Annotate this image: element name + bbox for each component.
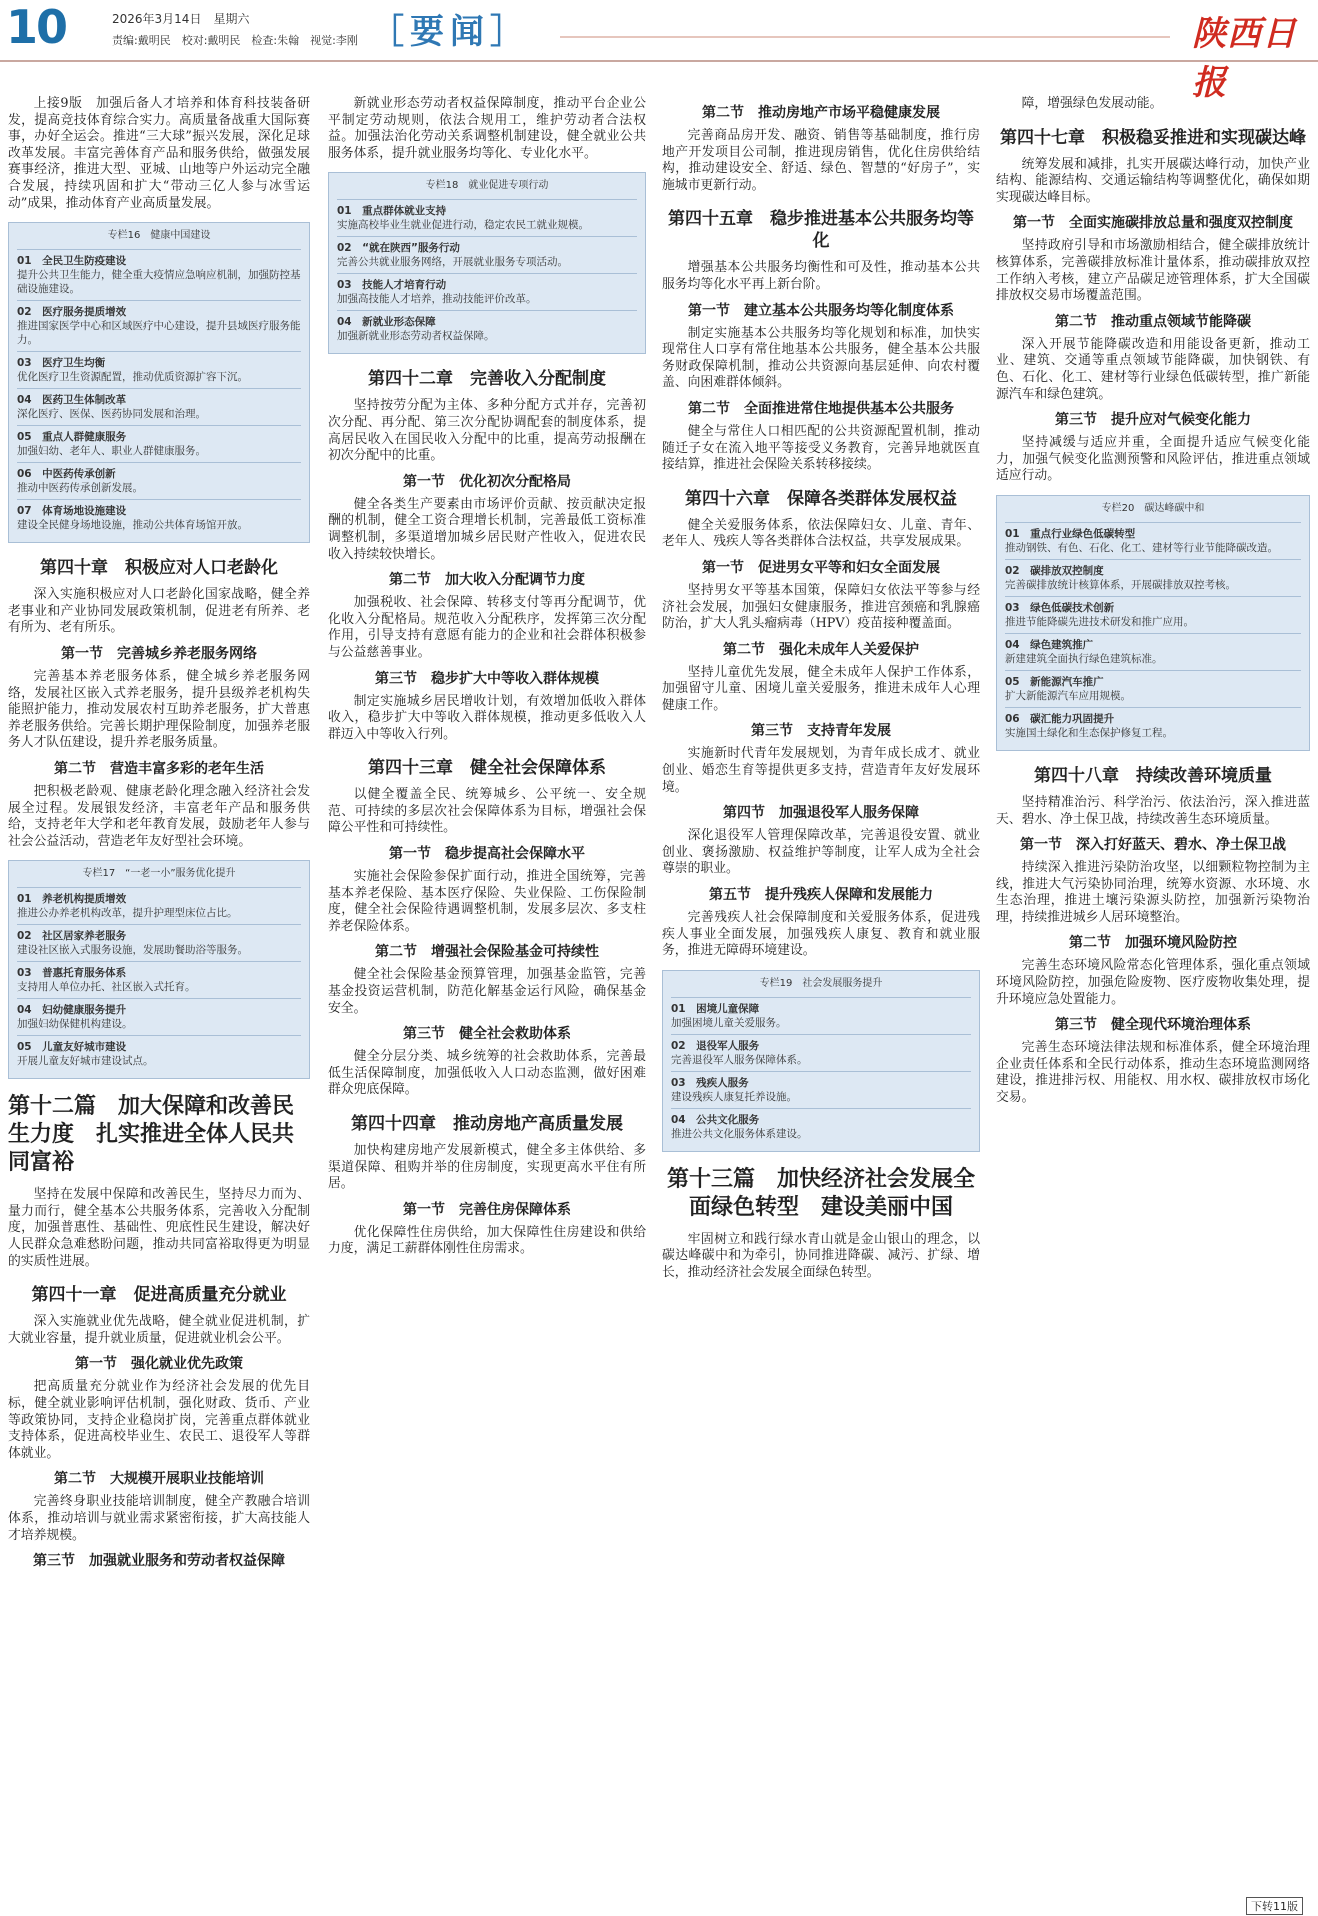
box-item — [1005, 522, 1301, 559]
box-item-text: 优化医疗卫生资源配置，推动优质资源扩容下沉。 — [17, 371, 248, 384]
box-item — [17, 351, 301, 388]
sidebar-box-20 — [996, 495, 1310, 751]
paragraph: 完善商品房开发、融资、销售等基础制度，推行房地产开发项目公司制，推进现房销售，优化住房供给结构，推动建设安全、舒适、绿色、智慧的“好房子”，实施城市更新行动。 — [662, 128, 980, 193]
paragraph: 完善生态环境法律法规和标准体系，健全环境治理企业责任体系和全民行动体系，推动生态环境监测网络建设，推进排污权、用能权、用水权、碳排放权市场化交易。 — [996, 1040, 1310, 1106]
box-item-text: 建设社区嵌入式服务设施，发展助餐助浴等服务。 — [17, 944, 248, 957]
column-3 — [662, 96, 980, 1284]
section-heading: 第二节 推动房地产市场平稳健康发展 — [702, 105, 940, 121]
box-item-label: 05 儿童友好城市建设 — [17, 1041, 127, 1054]
paragraph: 坚持精准治污、科学治污、依法治污，深入推进蓝天、碧水、净土保卫战，持续改善生态环境质量。 — [996, 794, 1310, 827]
box-item-text: 加强困境儿童关爱服务。 — [671, 1016, 787, 1029]
box-item-text: 加强高技能人才培养，推动技能评价改革。 — [337, 293, 537, 306]
chapter-heading: 第四十六章 保障各类群体发展权益 — [685, 488, 957, 509]
box-item-text: 开展儿童友好城市建设试点。 — [17, 1055, 154, 1068]
section-heading: 第二节 营造丰富多彩的老年生活 — [54, 760, 264, 777]
box-item — [17, 300, 301, 351]
column-1 — [8, 96, 310, 1576]
box-item-label: 06 中医药传承创新 — [17, 468, 116, 481]
box-item-text: 提升公共卫生能力，健全重大疫情应急响应机制，加强防控基础设施建设。 — [17, 269, 301, 296]
box-item-label: 06 碳汇能力巩固提升 — [1005, 712, 1115, 725]
box-item — [17, 499, 301, 536]
box-item — [1005, 596, 1301, 633]
box-item-label: 04 妇幼健康服务提升 — [17, 1004, 127, 1017]
box-item — [17, 887, 301, 924]
box-item — [17, 998, 301, 1035]
paragraph: 以健全覆盖全民、统筹城乡、公平统一、安全规范、可持续的多层次社会保障体系为目标，增强社会保障公平性和可持续性。 — [328, 787, 646, 836]
section-heading: 第四节 加强退役军人服务保障 — [723, 805, 919, 822]
paragraph: 坚持政府引导和市场激励相结合，健全碳排放统计核算体系，完善碳排放标准计量体系，推动碳排放双控工作纳入考核，建立产品碳足迹管理体系，扩大全国碳排放权交易市场覆盖范围。 — [996, 238, 1310, 304]
box-item-label: 01 重点行业绿色低碳转型 — [1005, 527, 1136, 540]
box-title: 专栏17 “一老一小”服务优化提升 — [82, 868, 236, 880]
paragraph: 坚持按劳分配为主体、多种分配方式并存，完善初次分配、再分配、第三次分配协调配套的制度体系，提高居民收入在国民收入分配中的比重，提高劳动报酬在初次分配中的比重。 — [328, 398, 646, 464]
chapter-heading: 第四十一章 促进高质量充分就业 — [31, 1285, 287, 1306]
section-heading: 第二节 加大收入分配调节力度 — [389, 572, 585, 589]
section-title: ［要闻］ — [370, 12, 530, 52]
box-item-text: 完善退役军人服务保障体系。 — [671, 1053, 808, 1066]
box-item — [671, 997, 971, 1034]
box-item-text: 加强妇幼、老年人、职业人群健康服务。 — [17, 445, 206, 458]
box-item-label: 05 新能源汽车推广 — [1005, 675, 1104, 688]
box-title: 专栏18 就业促进专项行动 — [425, 180, 549, 192]
box-item — [17, 249, 301, 300]
chapter-heading: 第四十二章 完善收入分配制度 — [368, 369, 606, 390]
masthead-divider — [560, 36, 1170, 38]
box-item-label: 01 困境儿童保障 — [671, 1002, 760, 1015]
section-heading: 第一节 建立基本公共服务均等化制度体系 — [688, 302, 954, 319]
box-title: 专栏19 社会发展服务提升 — [759, 977, 883, 989]
box-item-text: 加强新就业形态劳动者权益保障。 — [337, 330, 495, 343]
box-item — [337, 273, 637, 310]
section-heading: 第二节 全面推进常住地提供基本公共服务 — [688, 400, 954, 417]
box-item-text: 完善碳排放统计核算体系，开展碳排放双控考核。 — [1005, 578, 1236, 591]
continued-next-page-label: 下转11版 — [1246, 1897, 1303, 1915]
newspaper-logo: 陕西日报 — [1192, 14, 1297, 103]
box-item-label: 02 社区居家养老服务 — [17, 930, 127, 943]
box-item — [337, 199, 637, 236]
box-item — [671, 1108, 971, 1145]
paragraph: 坚持在发展中保障和改善民生，坚持尽力而为、量力而行，健全基本公共服务体系，完善收入分配制度，加强普惠性、基础性、兜底性民生建设，解决好人民群众急难愁盼问题，推动共同富裕取得更为明显的实质性进展。 — [8, 1187, 310, 1269]
box-item-text: 推动中医药传承创新发展。 — [17, 482, 143, 495]
box-item — [1005, 670, 1301, 707]
paragraph: 深入开展节能降碳改造和用能设备更新，推动工业、建筑、交通等重点领域节能降碳，加快钢铁、有色、石化、化工、建材等行业绿色低碳转型，推广新能源汽车和绿色建筑。 — [996, 336, 1310, 402]
box-item — [1005, 559, 1301, 596]
box-item-text: 实施高校毕业生就业促进行动，稳定农民工就业规模。 — [337, 219, 589, 232]
paragraph: 统筹发展和减排，扎实开展碳达峰行动，加快产业结构、能源结构、交通运输结构等调整优化，确保如期实现碳达峰目标。 — [996, 156, 1310, 205]
box-item-label: 03 残疾人服务 — [671, 1076, 749, 1089]
section-heading: 第一节 完善城乡养老服务网络 — [61, 645, 257, 662]
box-item-label: 03 技能人才培育行动 — [337, 279, 447, 292]
paragraph: 健全各类生产要素由市场评价贡献、按贡献决定报酬的机制，健全工资合理增长机制，完善最低工资标准调整机制，多渠道增加城乡居民财产性收入，促进农民收入持续较快增长。 — [328, 496, 646, 562]
box-title: 专栏16 健康中国建设 — [107, 230, 211, 242]
paragraph: 健全与常住人口相匹配的公共资源配置机制，推动随迁子女在流入地平等接受义务教育，完善异地就医直接结算，推进社会保险关系转移接续。 — [662, 423, 980, 473]
box-item — [1005, 707, 1301, 744]
box-item-text: 完善公共就业服务网络，开展就业服务专项活动。 — [337, 256, 568, 269]
paragraph: 制定实施城乡居民增收计划，有效增加低收入群体收入，稳步扩大中等收入群体规模，推动更多低收入人群迈入中等收入行列。 — [328, 693, 646, 742]
box-title: 专栏20 碳达峰碳中和 — [1101, 502, 1205, 514]
box-item — [17, 388, 301, 425]
chapter-heading: 第四十八章 持续改善环境质量 — [1034, 765, 1272, 786]
staff-line: 责编:戴明民 校对:戴明民 检查:朱翰 视觉:李刚 — [112, 34, 358, 47]
section-heading: 第二节 强化未成年人关爱保护 — [723, 641, 919, 658]
box-item-text: 建设全民健身场地设施，推动公共体育场馆开放。 — [17, 519, 248, 532]
chapter-heading: 第四十七章 积极稳妥推进和实现碳达峰 — [1000, 127, 1306, 148]
paragraph: 把高质量充分就业作为经济社会发展的优先目标，健全就业影响评估机制，强化财政、货币、产业等政策协同，支持企业稳岗扩岗，完善重点群体就业支持体系，促进高校毕业生、农民工、退役军人等群体就业。 — [8, 1379, 310, 1461]
box-item-text: 新建建筑全面执行绿色建筑标准。 — [1005, 652, 1163, 665]
box-item — [337, 236, 637, 273]
paragraph: 实施社会保险参保扩面行动，推进全国统筹，完善基本养老保险、基本医疗保险、失业保险、工伤保险制度，健全社会保险待遇调整机制，发展多层次、多支柱养老保险体系。 — [328, 869, 646, 934]
part-heading: 第十三篇 加快经济社会发展全面绿色转型 建设美丽中国 — [666, 1166, 975, 1220]
masthead — [0, 0, 1318, 103]
box-item — [671, 1034, 971, 1071]
paragraph: 增强基本公共服务均衡性和可及性，推动基本公共服务均等化水平再上新台阶。 — [662, 260, 980, 292]
box-item — [17, 1035, 301, 1072]
paragraph: 实施新时代青年发展规划，为青年成长成才、就业创业、婚恋生育等提供更多支持，营造青年友好发展环境。 — [662, 746, 980, 795]
box-item-label: 07 体育场地设施建设 — [17, 505, 127, 518]
box-item-label: 04 新就业形态保障 — [337, 316, 436, 329]
section-heading: 第二节 增强社会保险基金可持续性 — [375, 944, 599, 961]
paragraph: 完善生态环境风险常态化管理体系，强化重点领域环境风险防控，加强危险废物、医疗废物收集处理，提升环境应急处置能力。 — [996, 958, 1310, 1007]
paragraph: 障，增强绿色发展动能。 — [1021, 96, 1163, 111]
box-item — [17, 961, 301, 998]
paragraph: 制定实施基本公共服务均等化规划和标准，加快实现常住人口享有常住地基本公共服务，健全基本公共服务财政保障机制，推动公共资源向基层延伸、向农村覆盖、向困难群体倾斜。 — [662, 325, 980, 391]
box-item-text: 扩大新能源汽车应用规模。 — [1005, 689, 1131, 702]
date-line: 2026年3月14日 星期六 — [112, 12, 250, 26]
paragraph: 把积极老龄观、健康老龄化理念融入经济社会发展全过程。发展银发经济，丰富老年产品和服务供给，支持老年大学和老年教育发展，鼓励老年人参与社会公益活动，营造老年友好型社会环境。 — [8, 783, 310, 849]
box-item-text: 支持用人单位办托、社区嵌入式托育。 — [17, 981, 196, 994]
paragraph: 加强税收、社会保障、转移支付等再分配调节，优化收入分配格局。规范收入分配秩序，发挥第三次分配作用，引导支持有意愿有能力的企业和社会群体积极参与公益慈善事业。 — [328, 595, 646, 660]
section-heading: 第一节 稳步提高社会保障水平 — [389, 846, 585, 863]
box-item — [17, 924, 301, 961]
paragraph: 新就业形态劳动者权益保障制度，推动平台企业公平制定劳动规则，依法合规用工，维护劳动者合法权益。加强法治化劳动关系调整机制建设，健全就业公共服务体系，提升就业服务均等化、专业化水平。 — [328, 96, 646, 161]
box-item-text: 推进国家医学中心和区域医疗中心建设，提升县域医疗服务能力。 — [17, 320, 301, 347]
paragraph: 健全关爱服务体系，依法保障妇女、儿童、青年、老年人、残疾人等各类群体合法权益，共享发展成果。 — [662, 517, 980, 550]
box-item-text: 推进公共文化服务体系建设。 — [671, 1127, 808, 1140]
paragraph: 健全社会保险基金预算管理，加强基金监管，完善基金投资运营机制，防范化解基金运行风险，确保基金安全。 — [328, 967, 646, 1016]
sidebar-box-17 — [8, 860, 310, 1079]
section-heading: 第二节 推动重点领域节能降碳 — [1055, 313, 1251, 330]
section-heading: 第一节 完善住房保障体系 — [403, 1201, 571, 1218]
box-item-label: 05 重点人群健康服务 — [17, 431, 127, 444]
box-item-text: 建设残疾人康复托养设施。 — [671, 1090, 797, 1103]
chapter-heading: 第四十五章 稳步推进基本公共服务均等化 — [668, 209, 974, 252]
chapter-heading: 第四十三章 健全社会保障体系 — [368, 758, 606, 779]
box-item-label: 02 医疗服务提质增效 — [17, 306, 127, 319]
box-item-label: 04 公共文化服务 — [671, 1113, 760, 1126]
section-heading: 第三节 稳步扩大中等收入群体规模 — [375, 670, 599, 687]
paragraph: 坚持儿童优先发展，健全未成年人保护工作体系，加强留守儿童、困境儿童关爱服务，推进未成年人心理健康工作。 — [662, 664, 980, 713]
box-item-label: 02 碳排放双控制度 — [1005, 564, 1104, 577]
paragraph: 健全分层分类、城乡统筹的社会救助体系，完善最低生活保障制度，加强低收入人口动态监测，做好困难群众兜底保障。 — [328, 1049, 646, 1098]
box-item-label: 04 医药卫生体制改革 — [17, 394, 127, 407]
section-heading: 第二节 加强环境风险防控 — [1069, 935, 1237, 952]
paragraph: 完善终身职业技能培训制度，健全产教融合培训体系，推动培训与就业需求紧密衔接，扩大高技能人才培养规模。 — [8, 1494, 310, 1543]
paragraph: 完善基本养老服务体系，健全城乡养老服务网络，发展社区嵌入式养老服务，提升县级养老机构失能照护能力，推动发展农村互助养老服务，扩大普惠养老服务供给。完善长期护理保险制度，加强养老服务人才队伍建设，提升养老服务质量。 — [8, 668, 310, 751]
box-item-label: 02 退役军人服务 — [671, 1039, 760, 1052]
box-item-label: 01 重点群体就业支持 — [337, 205, 447, 218]
column-2 — [328, 96, 646, 1260]
section-heading: 第三节 健全社会救助体系 — [403, 1026, 571, 1043]
part-heading: 第十二篇 加大保障和改善民生力度 扎实推进全体人民共同富裕 — [8, 1094, 295, 1176]
sidebar-box-19 — [662, 970, 980, 1152]
box-item-text: 深化医疗、医保、医药协同发展和治理。 — [17, 408, 206, 421]
box-item — [17, 462, 301, 499]
box-item-text: 实施国土绿化和生态保护修复工程。 — [1005, 726, 1173, 739]
paragraph: 坚持减缓与适应并重，全面提升适应气候变化能力，加强气候变化监测预警和风险评估，推进重点领域适应行动。 — [996, 435, 1310, 484]
section-heading: 第三节 提升应对气候变化能力 — [1055, 412, 1251, 429]
paragraph: 深入实施积极应对人口老龄化国家战略，健全养老事业和产业协同发展政策机制，促进老有所养、老有所为、老有所乐。 — [8, 587, 310, 636]
section-heading: 第三节 健全现代环境治理体系 — [1055, 1017, 1251, 1034]
box-item-label: 03 绿色低碳技术创新 — [1005, 601, 1115, 614]
paragraph: 深化退役军人管理保障改革，完善退役安置、就业创业、褒扬激励、权益维护等制度，让军人成为全社会尊崇的职业。 — [662, 828, 980, 877]
column-4 — [996, 96, 1310, 1109]
section-heading: 第一节 深入打好蓝天、碧水、净土保卫战 — [1020, 837, 1286, 854]
sidebar-box-16 — [8, 222, 310, 543]
section-heading: 第三节 加强就业服务和劳动者权益保障 — [33, 1553, 285, 1570]
box-item — [17, 425, 301, 462]
box-item — [337, 310, 637, 347]
box-item-label: 01 养老机构提质增效 — [17, 893, 127, 906]
section-heading: 第一节 优化初次分配格局 — [403, 473, 571, 490]
paragraph: 上接9版 加强后备人才培养和体育科技装备研发，提高竞技体育综合实力。高质量备战重大国际赛事，办好全运会。推进“三大球”振兴发展，深化足球改革发展。丰富完善体育产品和服务供给，做强发展赛事经济，推进大型、亚城、山地等户外运动完全融合发展，持续巩固和扩大“带动三亿人参与冰雪运动”成果，推动体育产业高质量发展。 — [8, 96, 310, 211]
paragraph: 加快构建房地产发展新模式，健全多主体供给、多渠道保障、租购并举的住房制度，实现更高水平住有所居。 — [328, 1143, 646, 1192]
page-number: 10 — [6, 0, 67, 54]
paragraph: 持续深入推进污染防治攻坚，以细颗粒物控制为主线，推进大气污染协同治理，统筹水资源、水环境、水生态治理，推进土壤污染源头防控，加强新污染物治理，持续推进城乡人居环境整治。 — [996, 860, 1310, 925]
box-item-text: 推动钢铁、有色、石化、化工、建材等行业节能降碳改造。 — [1005, 541, 1278, 554]
paragraph: 牢固树立和践行绿水青山就是金山银山的理念，以碳达峰碳中和为牵引，协同推进降碳、减污、扩绿、增长，推动经济社会发展全面绿色转型。 — [662, 1231, 980, 1280]
box-item — [671, 1071, 971, 1108]
box-item-text: 推进公办养老机构改革，提升护理型床位占比。 — [17, 907, 238, 920]
box-item-label: 04 绿色建筑推广 — [1005, 638, 1094, 651]
box-item-text: 加强妇幼保健机构建设。 — [17, 1018, 133, 1031]
section-heading: 第五节 提升残疾人保障和发展能力 — [709, 887, 933, 904]
section-heading: 第一节 促进男女平等和妇女全面发展 — [702, 559, 940, 576]
sidebar-box-18 — [328, 172, 646, 354]
box-item-text: 推进节能降碳先进技术研发和推广应用。 — [1005, 615, 1194, 628]
box-item — [1005, 633, 1301, 670]
section-heading: 第一节 强化就业优先政策 — [75, 1356, 243, 1373]
box-item-label: 03 普惠托育服务体系 — [17, 967, 127, 980]
box-item-label: 03 医疗卫生均衡 — [17, 357, 106, 370]
box-item-label: 02 “就在陕西”服务行动 — [337, 242, 460, 255]
chapter-heading: 第四十章 积极应对人口老龄化 — [40, 558, 278, 579]
section-heading: 第二节 大规模开展职业技能培训 — [54, 1471, 264, 1488]
paragraph: 深入实施就业优先战略，健全就业促进机制，扩大就业容量，提升就业质量，促进就业机会公平。 — [8, 1314, 310, 1346]
chapter-heading: 第四十四章 推动房地产高质量发展 — [351, 1114, 623, 1134]
section-heading: 第一节 全面实施碳排放总量和强度双控制度 — [1013, 215, 1293, 232]
paragraph: 坚持男女平等基本国策，保障妇女依法平等参与经济社会发展，加强妇女健康服务，推进宫颈癌和乳腺癌防治，扩大人乳头瘤病毒（HPV）疫苗接种覆盖面。 — [662, 582, 980, 632]
section-heading: 第三节 支持青年发展 — [751, 723, 891, 740]
box-item-label: 01 全民卫生防疫建设 — [17, 255, 127, 268]
paragraph: 优化保障性住房供给，加大保障性住房建设和供给力度，满足工薪群体刚性住房需求。 — [328, 1224, 646, 1257]
paragraph: 完善残疾人社会保障制度和关爱服务体系，促进残疾人事业全面发展，加强残疾人康复、教育和就业服务，推进无障碍环境建设。 — [662, 910, 980, 959]
